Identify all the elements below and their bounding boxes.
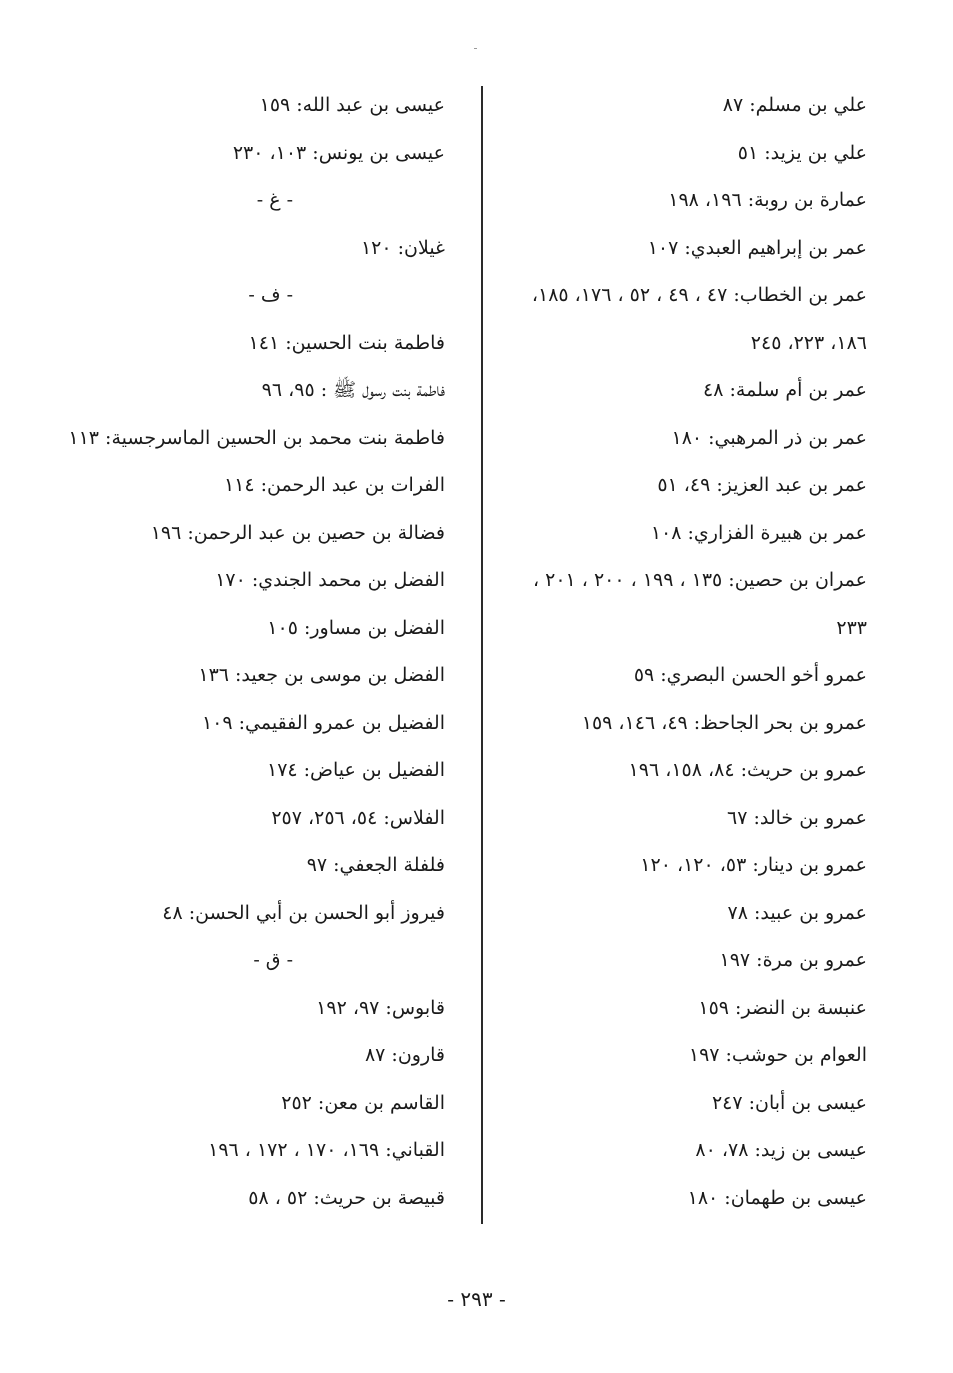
index-entry: العوام بن حوشب: ١٩٧ [688, 1044, 867, 1066]
index-entry: فاطمة بنت رسول ﷺ : ٩٥، ٩٦ [261, 379, 445, 401]
index-entry: قارون: ٨٧ [364, 1044, 445, 1066]
index-entry: عمرو بن مرة: ١٩٧ [719, 949, 867, 971]
index-entry: القباني: ١٦٩، ١٧٠ ، ١٧٢ ، ١٩٦ [208, 1139, 445, 1161]
index-entry: عمر بن الخطاب: ٤٧ ، ٤٩ ، ٥٢ ، ١٧٦، ١٨٥، [531, 284, 867, 306]
index-entry: الفضل بن موسى بن جعيد: ١٣٦ [198, 664, 445, 686]
index-entry: قبيصة بن حريث: ٥٢ ، ٥٨ [248, 1186, 445, 1209]
index-column-left [68, 82, 445, 1222]
letter-heading: - ف - [248, 284, 293, 306]
index-entry: الفضل بن محمد الجندي: ١٧٠ [215, 569, 445, 591]
index-entry: عيسى بن يونس: ١٠٣، ٢٣٠ [232, 141, 445, 164]
index-entry: عمارة بن روبة: ١٩٦، ١٩٨ [668, 189, 867, 211]
index-entry: عمرو بن بحر الجاحظ: ٤٩، ١٤٦، ١٥٩ [581, 711, 867, 734]
index-entry: فاطمة بنت محمد بن الحسين الماسرجسية: ١١٣ [68, 426, 445, 449]
index-entry: الفرات بن عبد الرحمن: ١١٤ [223, 474, 445, 496]
index-entry: الفلاس: ٥٤، ٢٥٦، ٢٥٧ [271, 806, 445, 829]
index-entry: الفضيل بن عمرو الفقيمي: ١٠٩ [201, 711, 445, 734]
index-entry: الفضل بن مساور: ١٠٥ [267, 616, 445, 639]
index-entry: فلفلة الجعفي: ٩٧ [306, 854, 445, 876]
column-divider [481, 86, 483, 1224]
index-entry: القاسم بن معن: ٢٥٢ [281, 1091, 445, 1114]
index-entry: غيلان: ١٢٠ [360, 236, 445, 259]
index-entry: عمرو أخو الحسن البصري: ٥٩ [633, 664, 867, 686]
index-entry: ١٨٦، ٢٢٣، ٢٤٥ [750, 331, 867, 354]
index-entry: عنبسة بن النضر: ١٥٩ [698, 996, 867, 1019]
index-column-right [487, 82, 867, 1222]
index-entry: فيروز أبو الحسن بن أبي الحسن: ٤٨ [162, 901, 445, 924]
index-entry: عمران بن حصين: ١٣٥ ، ١٩٩ ، ٢٠٠ ، ٢٠١ ، [532, 569, 867, 591]
index-entry: عمر بن هبيرة الفزاري: ١٠٨ [650, 521, 867, 544]
index-entry: عمرو بن خالد: ٦٧ [727, 806, 867, 829]
index-entry: ٢٣٣ [836, 616, 867, 639]
index-entry: عمر بن ذر المرهبي: ١٨٠ [671, 426, 867, 449]
index-entry: قابوس: ٩٧، ١٩٢ [316, 996, 445, 1019]
index-entry: عمرو بن حريث: ٨٤، ١٥٨، ١٩٦ [628, 759, 867, 781]
index-entry: عيسى بن طهمان: ١٨٠ [687, 1186, 867, 1209]
letter-heading: - ق - [253, 949, 293, 971]
index-entry: عمرو بن دينار: ٥٣، ١٢٠، ١٢٠ [640, 854, 867, 876]
letter-heading: - غ - [256, 189, 293, 211]
index-entry: عمر بن أم سلمة: ٤٨ [703, 379, 867, 401]
index-entry: عمرو بن عبيد: ٧٨ [727, 901, 867, 924]
index-entry: عيسى بن عبد الله: ١٥٩ [259, 94, 445, 116]
index-entry: فاطمة بنت الحسين: ١٤١ [248, 331, 445, 354]
index-entry: علي بن مسلم: ٨٧ [722, 94, 867, 116]
index-entry: عمر بن عبد العزيز: ٤٩، ٥١ [657, 474, 867, 496]
index-entry: عمر بن إبراهيم العبدي: ١٠٧ [647, 236, 867, 259]
index-entry: عيسى بن أبان: ٢٤٧ [711, 1091, 867, 1114]
index-entry: فضالة بن حصين بن عبد الرحمن: ١٩٦ [150, 521, 445, 544]
index-entry: عيسى بن زيد: ٧٨، ٨٠ [695, 1139, 867, 1161]
top-scan-mark [474, 48, 477, 49]
index-entry: الفضيل بن عياض: ١٧٤ [266, 759, 445, 781]
page-number: - ٢٩٣ - [447, 1287, 506, 1311]
index-entry: علي بن يزيد: ٥١ [737, 141, 867, 164]
